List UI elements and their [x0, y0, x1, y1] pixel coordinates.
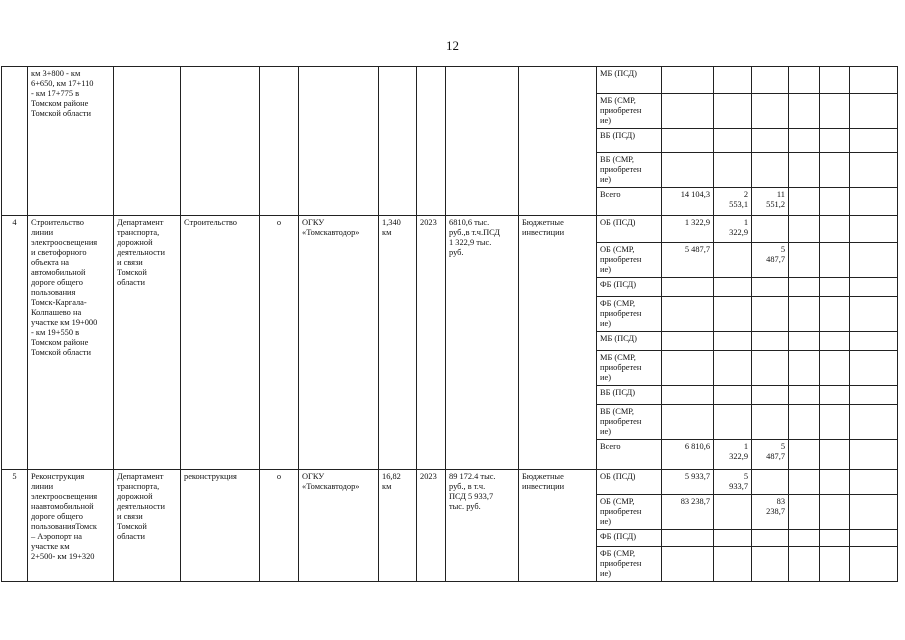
object-name-cell: Строительство линии электроосвещения и светофорного объекта на автомобильной дороге общего пользования Томск-Каргала- Колпашево на участке км 19+000 - км 19+550 в Томском районе Томской области [28, 216, 114, 470]
funding-year1-cell [714, 530, 752, 547]
investment-form-cell: Бюджетные инвестиции [519, 216, 597, 470]
row-number-cell: 5 [2, 470, 28, 582]
empty-cell [820, 94, 850, 129]
funding-year2-cell: 83 238,7 [752, 495, 789, 530]
customer-cell: ОГКУ «Томскавтодор» [299, 216, 379, 470]
funding-year1-cell [714, 405, 752, 440]
funding-year2-cell [752, 297, 789, 332]
funding-source-cell: ВБ (СМР, приобретен ие) [597, 153, 662, 188]
investment-form-cell [519, 67, 597, 216]
funding-year1-cell [714, 94, 752, 129]
funding-year2-cell [752, 94, 789, 129]
funding-year1-cell [714, 332, 752, 351]
funding-total-cell [662, 67, 714, 94]
responsible-cell [114, 67, 181, 216]
responsible-cell: Департамент транспорта, дорожной деятельности и связи Томской области [114, 470, 181, 582]
row-number-cell: 4 [2, 216, 28, 470]
funding-source-cell: МБ (СМР, приобретен ие) [597, 94, 662, 129]
investment-table [1, 66, 898, 582]
empty-cell [850, 495, 898, 530]
funding-source-cell: ВБ (ПСД) [597, 129, 662, 153]
funding-year1-cell [714, 386, 752, 405]
page-number: 12 [446, 38, 459, 53]
empty-cell [789, 547, 820, 582]
cost-cell [446, 67, 519, 216]
empty-cell [850, 332, 898, 351]
empty-cell [789, 153, 820, 188]
funding-source-cell: ФБ (СМР, приобретен ие) [597, 547, 662, 582]
empty-cell [850, 440, 898, 470]
empty-cell [820, 332, 850, 351]
empty-cell [850, 386, 898, 405]
empty-cell [820, 530, 850, 547]
empty-cell [850, 351, 898, 386]
table-row [2, 470, 898, 495]
empty-cell [789, 351, 820, 386]
funding-total-cell [662, 297, 714, 332]
funding-source-cell: Всего [597, 440, 662, 470]
object-name-cell: Реконструкция линии электроосвещения наавтомобильной дороге общего пользованияТомск – Аэропорт на участке км 2+500- км 19+320 [28, 470, 114, 582]
funding-total-cell: 14 104,3 [662, 188, 714, 216]
capacity-cell: 1,340 км [379, 216, 417, 470]
funding-source-cell: ВБ (ПСД) [597, 386, 662, 405]
funding-total-cell: 5 487,7 [662, 243, 714, 278]
funding-source-cell: МБ (ПСД) [597, 332, 662, 351]
funding-total-cell: 6 810,6 [662, 440, 714, 470]
empty-cell [820, 216, 850, 243]
empty-cell [850, 470, 898, 495]
funding-source-cell: МБ (СМР, приобретен ие) [597, 351, 662, 386]
funding-source-cell: ОБ (СМР, приобретен ие) [597, 243, 662, 278]
mark-cell: о [260, 216, 299, 470]
empty-cell [850, 129, 898, 153]
empty-cell [789, 386, 820, 405]
table-row [2, 67, 898, 94]
empty-cell [820, 297, 850, 332]
funding-year2-cell [752, 153, 789, 188]
funding-year2-cell [752, 332, 789, 351]
empty-cell [789, 495, 820, 530]
funding-year1-cell [714, 67, 752, 94]
funding-source-cell: Всего [597, 188, 662, 216]
empty-cell [850, 67, 898, 94]
empty-cell [789, 94, 820, 129]
empty-cell [820, 495, 850, 530]
funding-year1-cell: 5 933,7 [714, 470, 752, 495]
funding-total-cell [662, 332, 714, 351]
empty-cell [820, 470, 850, 495]
capacity-cell [379, 67, 417, 216]
funding-total-cell [662, 278, 714, 297]
year-cell: 2023 [417, 470, 446, 582]
empty-cell [850, 243, 898, 278]
empty-cell [850, 405, 898, 440]
table-row [2, 216, 898, 243]
funding-year2-cell [752, 278, 789, 297]
funding-year2-cell [752, 386, 789, 405]
funding-year1-cell [714, 278, 752, 297]
funding-source-cell: ФБ (СМР, приобретен ие) [597, 297, 662, 332]
empty-cell [789, 67, 820, 94]
funding-year2-cell [752, 470, 789, 495]
mark-cell [260, 67, 299, 216]
funding-source-cell: МБ (ПСД) [597, 67, 662, 94]
year-cell: 2023 [417, 216, 446, 470]
empty-cell [850, 297, 898, 332]
empty-cell [820, 547, 850, 582]
funding-year1-cell [714, 351, 752, 386]
funding-source-cell: ОБ (ПСД) [597, 470, 662, 495]
capacity-cell: 16,82 км [379, 470, 417, 582]
cost-cell: 89 172.4 тыс. руб., в т.ч. ПСД 5 933,7 тыс. руб. [446, 470, 519, 582]
empty-cell [820, 351, 850, 386]
funding-year2-cell [752, 351, 789, 386]
empty-cell [850, 278, 898, 297]
empty-cell [789, 216, 820, 243]
empty-cell [789, 129, 820, 153]
empty-cell [820, 386, 850, 405]
empty-cell [820, 440, 850, 470]
funding-year1-cell [714, 129, 752, 153]
customer-cell [299, 67, 379, 216]
empty-cell [820, 188, 850, 216]
work-type-cell [181, 67, 260, 216]
cost-cell: 6810,6 тыс. руб.,в т.ч.ПСД 1 322,9 тыс. руб. [446, 216, 519, 470]
object-name-cell: км 3+800 - км 6+650, км 17+110 - км 17+775 в Томском районе Томской области [28, 67, 114, 216]
empty-cell [789, 297, 820, 332]
empty-cell [820, 67, 850, 94]
funding-year2-cell: 5 487,7 [752, 243, 789, 278]
funding-total-cell [662, 351, 714, 386]
empty-cell [820, 129, 850, 153]
empty-cell [850, 216, 898, 243]
funding-source-cell: ОБ (СМР, приобретен ие) [597, 495, 662, 530]
funding-year1-cell: 1 322,9 [714, 216, 752, 243]
funding-year2-cell [752, 129, 789, 153]
empty-cell [850, 94, 898, 129]
empty-cell [850, 547, 898, 582]
funding-total-cell: 83 238,7 [662, 495, 714, 530]
funding-year1-cell [714, 153, 752, 188]
funding-year2-cell: 11 551,2 [752, 188, 789, 216]
empty-cell [820, 405, 850, 440]
empty-cell [789, 440, 820, 470]
empty-cell [789, 278, 820, 297]
row-number-cell [2, 67, 28, 216]
funding-year1-cell: 2 553,1 [714, 188, 752, 216]
funding-year2-cell [752, 547, 789, 582]
empty-cell [850, 188, 898, 216]
funding-year2-cell [752, 67, 789, 94]
empty-cell [789, 405, 820, 440]
work-type-cell: реконструкция [181, 470, 260, 582]
funding-year1-cell [714, 547, 752, 582]
empty-cell [820, 153, 850, 188]
mark-cell: о [260, 470, 299, 582]
empty-cell [850, 153, 898, 188]
funding-total-cell [662, 153, 714, 188]
funding-total-cell [662, 547, 714, 582]
funding-source-cell: ВБ (СМР, приобретен ие) [597, 405, 662, 440]
funding-year2-cell [752, 530, 789, 547]
investment-form-cell: Бюджетные инвестиции [519, 470, 597, 582]
funding-year1-cell: 1 322,9 [714, 440, 752, 470]
funding-total-cell [662, 405, 714, 440]
empty-cell [850, 530, 898, 547]
funding-year1-cell [714, 495, 752, 530]
funding-year2-cell [752, 216, 789, 243]
empty-cell [789, 188, 820, 216]
empty-cell [820, 243, 850, 278]
responsible-cell: Департамент транспорта, дорожной деятельности и связи Томской области [114, 216, 181, 470]
customer-cell: ОГКУ «Томскавтодор» [299, 470, 379, 582]
year-cell [417, 67, 446, 216]
empty-cell [789, 243, 820, 278]
funding-year2-cell [752, 405, 789, 440]
empty-cell [820, 278, 850, 297]
funding-total-cell [662, 94, 714, 129]
work-type-cell: Строительство [181, 216, 260, 470]
funding-source-cell: ФБ (ПСД) [597, 278, 662, 297]
funding-source-cell: ФБ (ПСД) [597, 530, 662, 547]
funding-source-cell: ОБ (ПСД) [597, 216, 662, 243]
empty-cell [789, 332, 820, 351]
funding-total-cell: 1 322,9 [662, 216, 714, 243]
funding-total-cell [662, 530, 714, 547]
funding-year1-cell [714, 243, 752, 278]
funding-total-cell [662, 129, 714, 153]
empty-cell [789, 530, 820, 547]
funding-total-cell [662, 386, 714, 405]
funding-year2-cell: 5 487,7 [752, 440, 789, 470]
empty-cell [789, 470, 820, 495]
funding-total-cell: 5 933,7 [662, 470, 714, 495]
funding-year1-cell [714, 297, 752, 332]
